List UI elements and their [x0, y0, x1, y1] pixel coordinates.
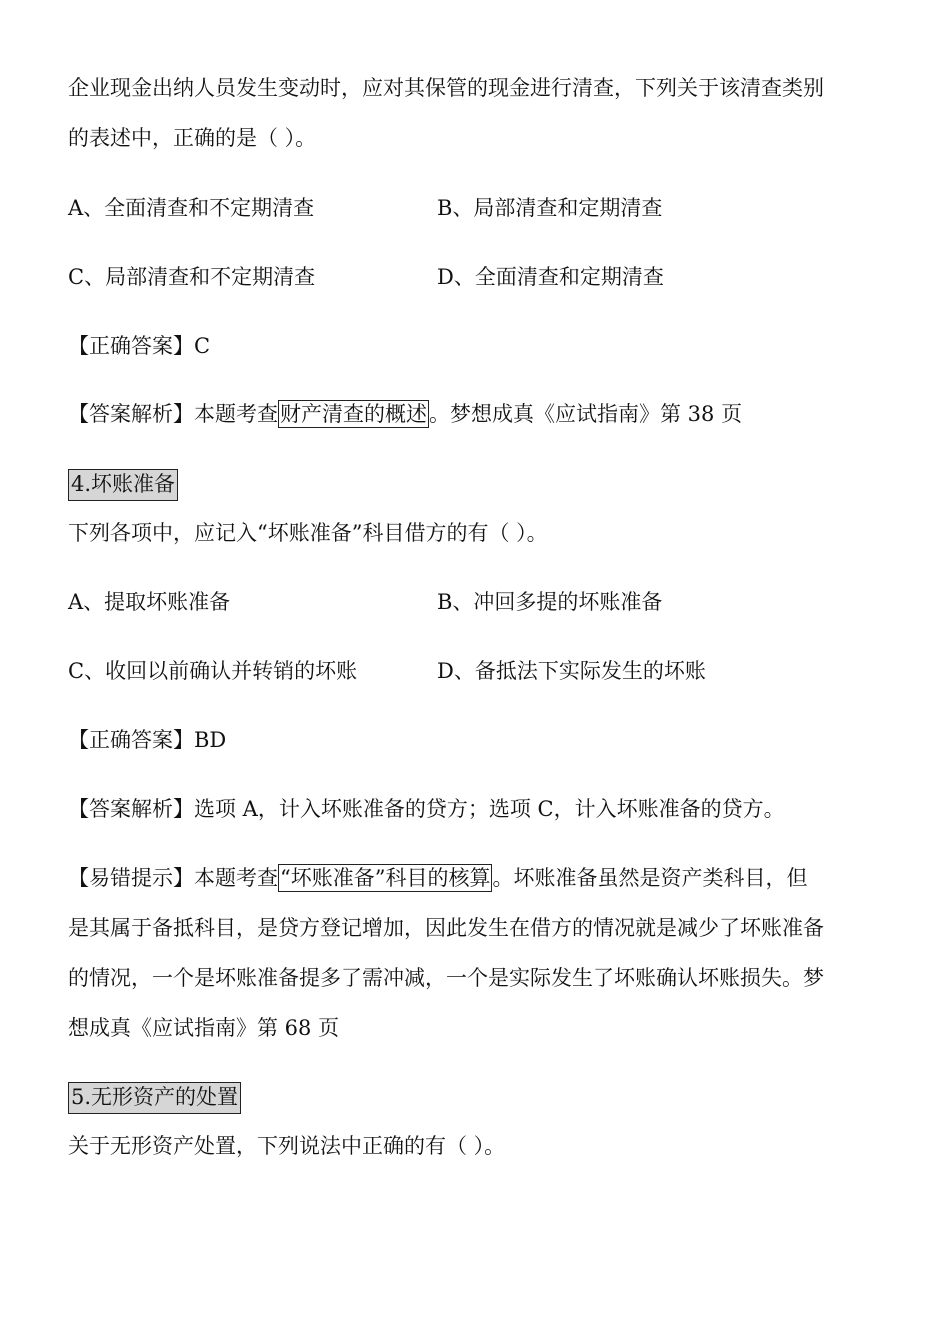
q4-tip-suffix: 。坏账准备虽然是资产类科目，但: [492, 866, 808, 890]
q3-option-c: C、局部清查和不定期清查: [68, 265, 316, 289]
q4-option-c: C、收回以前确认并转销的坏账: [68, 659, 358, 683]
q3-answer: 【正确答案】C: [68, 334, 211, 358]
q4-tip-keyword: “坏账准备”科目的核算: [280, 866, 491, 890]
q4-stem: 下列各项中，应记入“坏账准备”科目借方的有（ ）。: [68, 521, 548, 545]
q4-tip-line3: 的情况，一个是坏账准备提多了需冲减，一个是实际发生了坏账确认坏账损失。梦: [68, 966, 824, 990]
q3-option-a: A、全面清查和不定期清查: [68, 196, 315, 220]
q4-tip-prefix: 【易错提示】本题考查: [68, 866, 278, 890]
q4-tip-line2: 是其属于备抵科目，是贷方登记增加，因此发生在借方的情况就是减少了坏账准备: [68, 916, 824, 940]
q5-stem: 关于无形资产处置，下列说法中正确的有（ ）。: [68, 1134, 506, 1158]
q3-analysis-suffix: 。梦想成真《应试指南》第 38 页: [429, 402, 743, 426]
q3-stem-line2: 的表述中，正确的是（ ）。: [68, 126, 317, 150]
q3-option-b: B、局部清查和定期清查: [437, 196, 663, 220]
q3-analysis-prefix: 【答案解析】本题考查: [68, 402, 278, 426]
q3-analysis: [68, 400, 742, 428]
q4-option-b: B、冲回多提的坏账准备: [437, 590, 663, 614]
q3-analysis-keyword: 财产清查的概述: [280, 402, 427, 426]
q4-tip-line1: [68, 864, 807, 892]
section-heading-4: 4.坏账准备: [68, 469, 178, 501]
q4-answer: 【正确答案】BD: [68, 728, 227, 752]
q4-tip-line4: 想成真《应试指南》第 68 页: [68, 1016, 340, 1040]
q4-option-d: D、备抵法下实际发生的坏账: [437, 659, 706, 683]
section-heading-5: 5.无形资产的处置: [68, 1082, 241, 1114]
q3-stem-line1: 企业现金出纳人员发生变动时，应对其保管的现金进行清查，下列关于该清查类别: [68, 76, 824, 100]
q4-analysis: 【答案解析】选项 A，计入坏账准备的贷方；选项 C，计入坏账准备的贷方。: [68, 797, 785, 821]
q4-option-a: A、提取坏账准备: [68, 590, 231, 614]
q3-option-d: D、全面清查和定期清查: [437, 265, 664, 289]
